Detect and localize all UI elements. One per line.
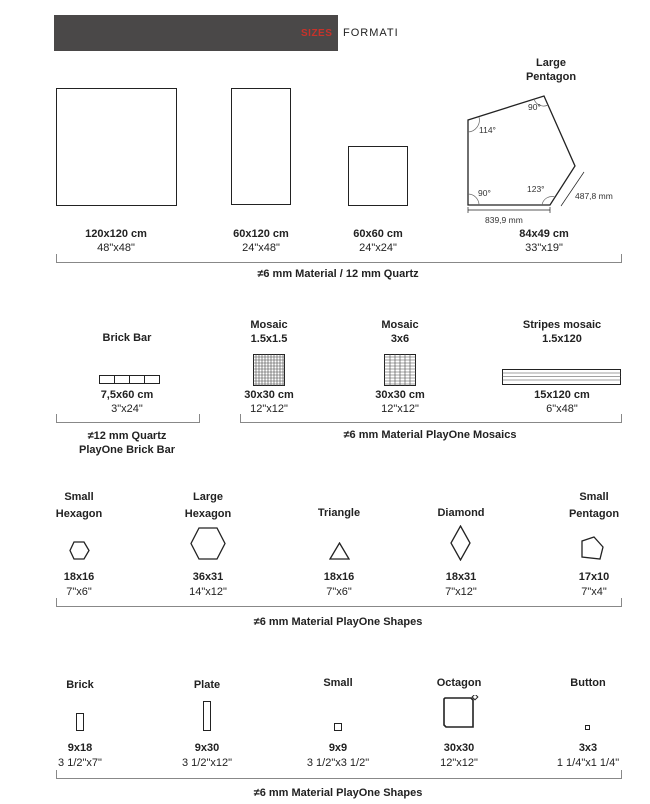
- brick-shape: [76, 713, 84, 731]
- inch-mosaic-3x6: 12"x12": [381, 403, 419, 415]
- diamond-shape: [450, 525, 471, 561]
- inch-triangle: 7"x6": [326, 586, 352, 598]
- size-small-hexagon: 18x16: [63, 571, 95, 583]
- size-large-hexagon: 36x31: [192, 571, 224, 583]
- size-brick: 9x18: [67, 742, 93, 754]
- inch-60x60: 24"x24": [359, 242, 397, 254]
- header-bar: [54, 15, 338, 51]
- small-pentagon-title-l1: Small: [579, 491, 609, 503]
- size-diamond: 18x31: [445, 571, 477, 583]
- small-title: Small: [323, 677, 353, 689]
- large-pentagon-title-l2: Pentagon: [525, 71, 577, 83]
- pentagon-width: 839,9 mm: [485, 215, 523, 225]
- row2-right-caption: ≠6 mm Material PlayOne Mosaics: [343, 429, 517, 441]
- mosaic-3x6-grid: [384, 354, 416, 386]
- large-pentagon-title: [476, 56, 626, 84]
- size-120x120: 120x120 cm: [85, 228, 147, 240]
- triangle-shape: [329, 542, 350, 560]
- size-brick-bar: 7,5x60 cm: [100, 389, 154, 401]
- plate-shape: [203, 701, 211, 731]
- mosaic-3x6-title-l1: Mosaic: [381, 319, 419, 331]
- size-60x120: 60x120 cm: [233, 228, 289, 240]
- inch-small-pentagon: 7"x4": [581, 586, 607, 598]
- inch-small: 3 1/2"x3 1/2": [306, 757, 370, 769]
- stripes-mosaic-shape: [502, 369, 621, 385]
- large-hexagon-title-l2: Hexagon: [184, 508, 232, 520]
- inch-120x120: 48"x48": [97, 242, 135, 254]
- row1-caption: ≠6 mm Material / 12 mm Quartz: [257, 268, 419, 280]
- mosaic-3x6-title: [340, 318, 460, 346]
- size-button: 3x3: [578, 742, 598, 754]
- tile-60x120: [231, 88, 291, 205]
- plate-title: Plate: [193, 679, 221, 691]
- small-hexagon-title-l1: Small: [64, 491, 94, 503]
- header-formati: FORMATI: [343, 27, 399, 39]
- small-hexagon-shape: [69, 541, 90, 560]
- angle-114: 114°: [479, 125, 496, 135]
- inch-octagon: 12"x12": [440, 757, 478, 769]
- angle-90-bottom: 90°: [478, 188, 491, 198]
- size-stripes: 15x120 cm: [534, 389, 590, 401]
- inch-large-hexagon: 14"x12": [189, 586, 227, 598]
- small-pentagon-title-l2: Pentagon: [568, 508, 620, 520]
- triangle-title: Triangle: [317, 507, 361, 519]
- size-small: 9x9: [328, 742, 348, 754]
- inch-plate: 3 1/2"x12": [181, 757, 232, 769]
- angle-123: 123°: [527, 184, 545, 194]
- small-hexagon-title-l2: Hexagon: [55, 508, 103, 520]
- stripes-mosaic-title: [502, 318, 622, 346]
- row2-left-bracket: [56, 414, 200, 423]
- angle-90-top: 90°: [528, 102, 541, 112]
- size-large-pentagon: 84x49 cm: [519, 228, 569, 240]
- size-plate: 9x30: [194, 742, 220, 754]
- row3-bracket: [56, 598, 622, 607]
- inch-diamond: 7"x12": [445, 586, 477, 598]
- small-square-shape: [334, 723, 342, 731]
- inch-60x120: 24"x48": [242, 242, 280, 254]
- size-small-pentagon: 17x10: [578, 571, 610, 583]
- inch-stripes: 6"x48": [546, 403, 578, 415]
- tile-120x120: [56, 88, 177, 206]
- button-title: Button: [570, 677, 606, 689]
- small-pentagon-title: [534, 489, 650, 523]
- button-shape: [585, 725, 590, 730]
- row2-left-caption-l1: ≠12 mm Quartz: [87, 430, 167, 442]
- mosaic-1x1-title-l1: Mosaic: [250, 319, 288, 331]
- stripes-mosaic-title-l1: Stripes mosaic: [522, 319, 602, 331]
- brick-bar-shape: [99, 375, 160, 384]
- brick-title: Brick: [66, 679, 94, 691]
- row4-bracket: [56, 770, 622, 779]
- row2-right-bracket: [240, 414, 622, 423]
- inch-small-hexagon: 7"x6": [66, 586, 92, 598]
- large-hexagon-title-l1: Large: [193, 491, 223, 503]
- brick-bar-title: Brick Bar: [102, 332, 152, 344]
- size-mosaic-1x1: 30x30 cm: [244, 389, 294, 401]
- inch-large-pentagon: 33"x19": [525, 242, 563, 254]
- row3-caption: ≠6 mm Material PlayOne Shapes: [253, 616, 423, 628]
- stripes-mosaic-title-l2: 1.5x120: [542, 333, 582, 345]
- tile-60x60: [348, 146, 408, 206]
- row4-caption: ≠6 mm Material PlayOne Shapes: [253, 787, 423, 799]
- row2-left-caption-l2: PlayOne Brick Bar: [79, 444, 175, 456]
- size-60x60: 60x60 cm: [353, 228, 403, 240]
- mosaic-3x6-title-l2: 3x6: [390, 333, 410, 345]
- row1-bracket: [56, 254, 622, 263]
- small-hexagon-title: [19, 489, 139, 523]
- large-hexagon-shape: [190, 527, 226, 560]
- small-pentagon-shape: [580, 535, 606, 561]
- mosaic-1x1-title: [209, 318, 329, 346]
- diamond-title: Diamond: [437, 507, 485, 519]
- header-sizes: SIZES: [301, 28, 333, 39]
- large-hexagon-title: [148, 489, 268, 523]
- inch-brick: 3 1/2"x7": [58, 757, 102, 769]
- mosaic-1x1-title-l2: 1.5x1.5: [250, 333, 288, 345]
- octagon-shape: [442, 695, 480, 731]
- octagon-title: Octagon: [436, 677, 482, 689]
- inch-mosaic-1x1: 12"x12": [250, 403, 288, 415]
- inch-button: 1 1/4"x1 1/4": [556, 757, 620, 769]
- size-triangle: 18x16: [323, 571, 355, 583]
- pentagon-height: 487,8 mm: [575, 191, 613, 201]
- large-pentagon-diagram: [460, 88, 630, 228]
- size-octagon: 30x30: [443, 742, 475, 754]
- inch-brick-bar: 3"x24": [111, 403, 143, 415]
- row2-left-caption: [56, 429, 198, 457]
- large-pentagon-title-l1: Large: [536, 57, 566, 69]
- mosaic-1x1-grid: [253, 354, 285, 386]
- size-mosaic-3x6: 30x30 cm: [375, 389, 425, 401]
